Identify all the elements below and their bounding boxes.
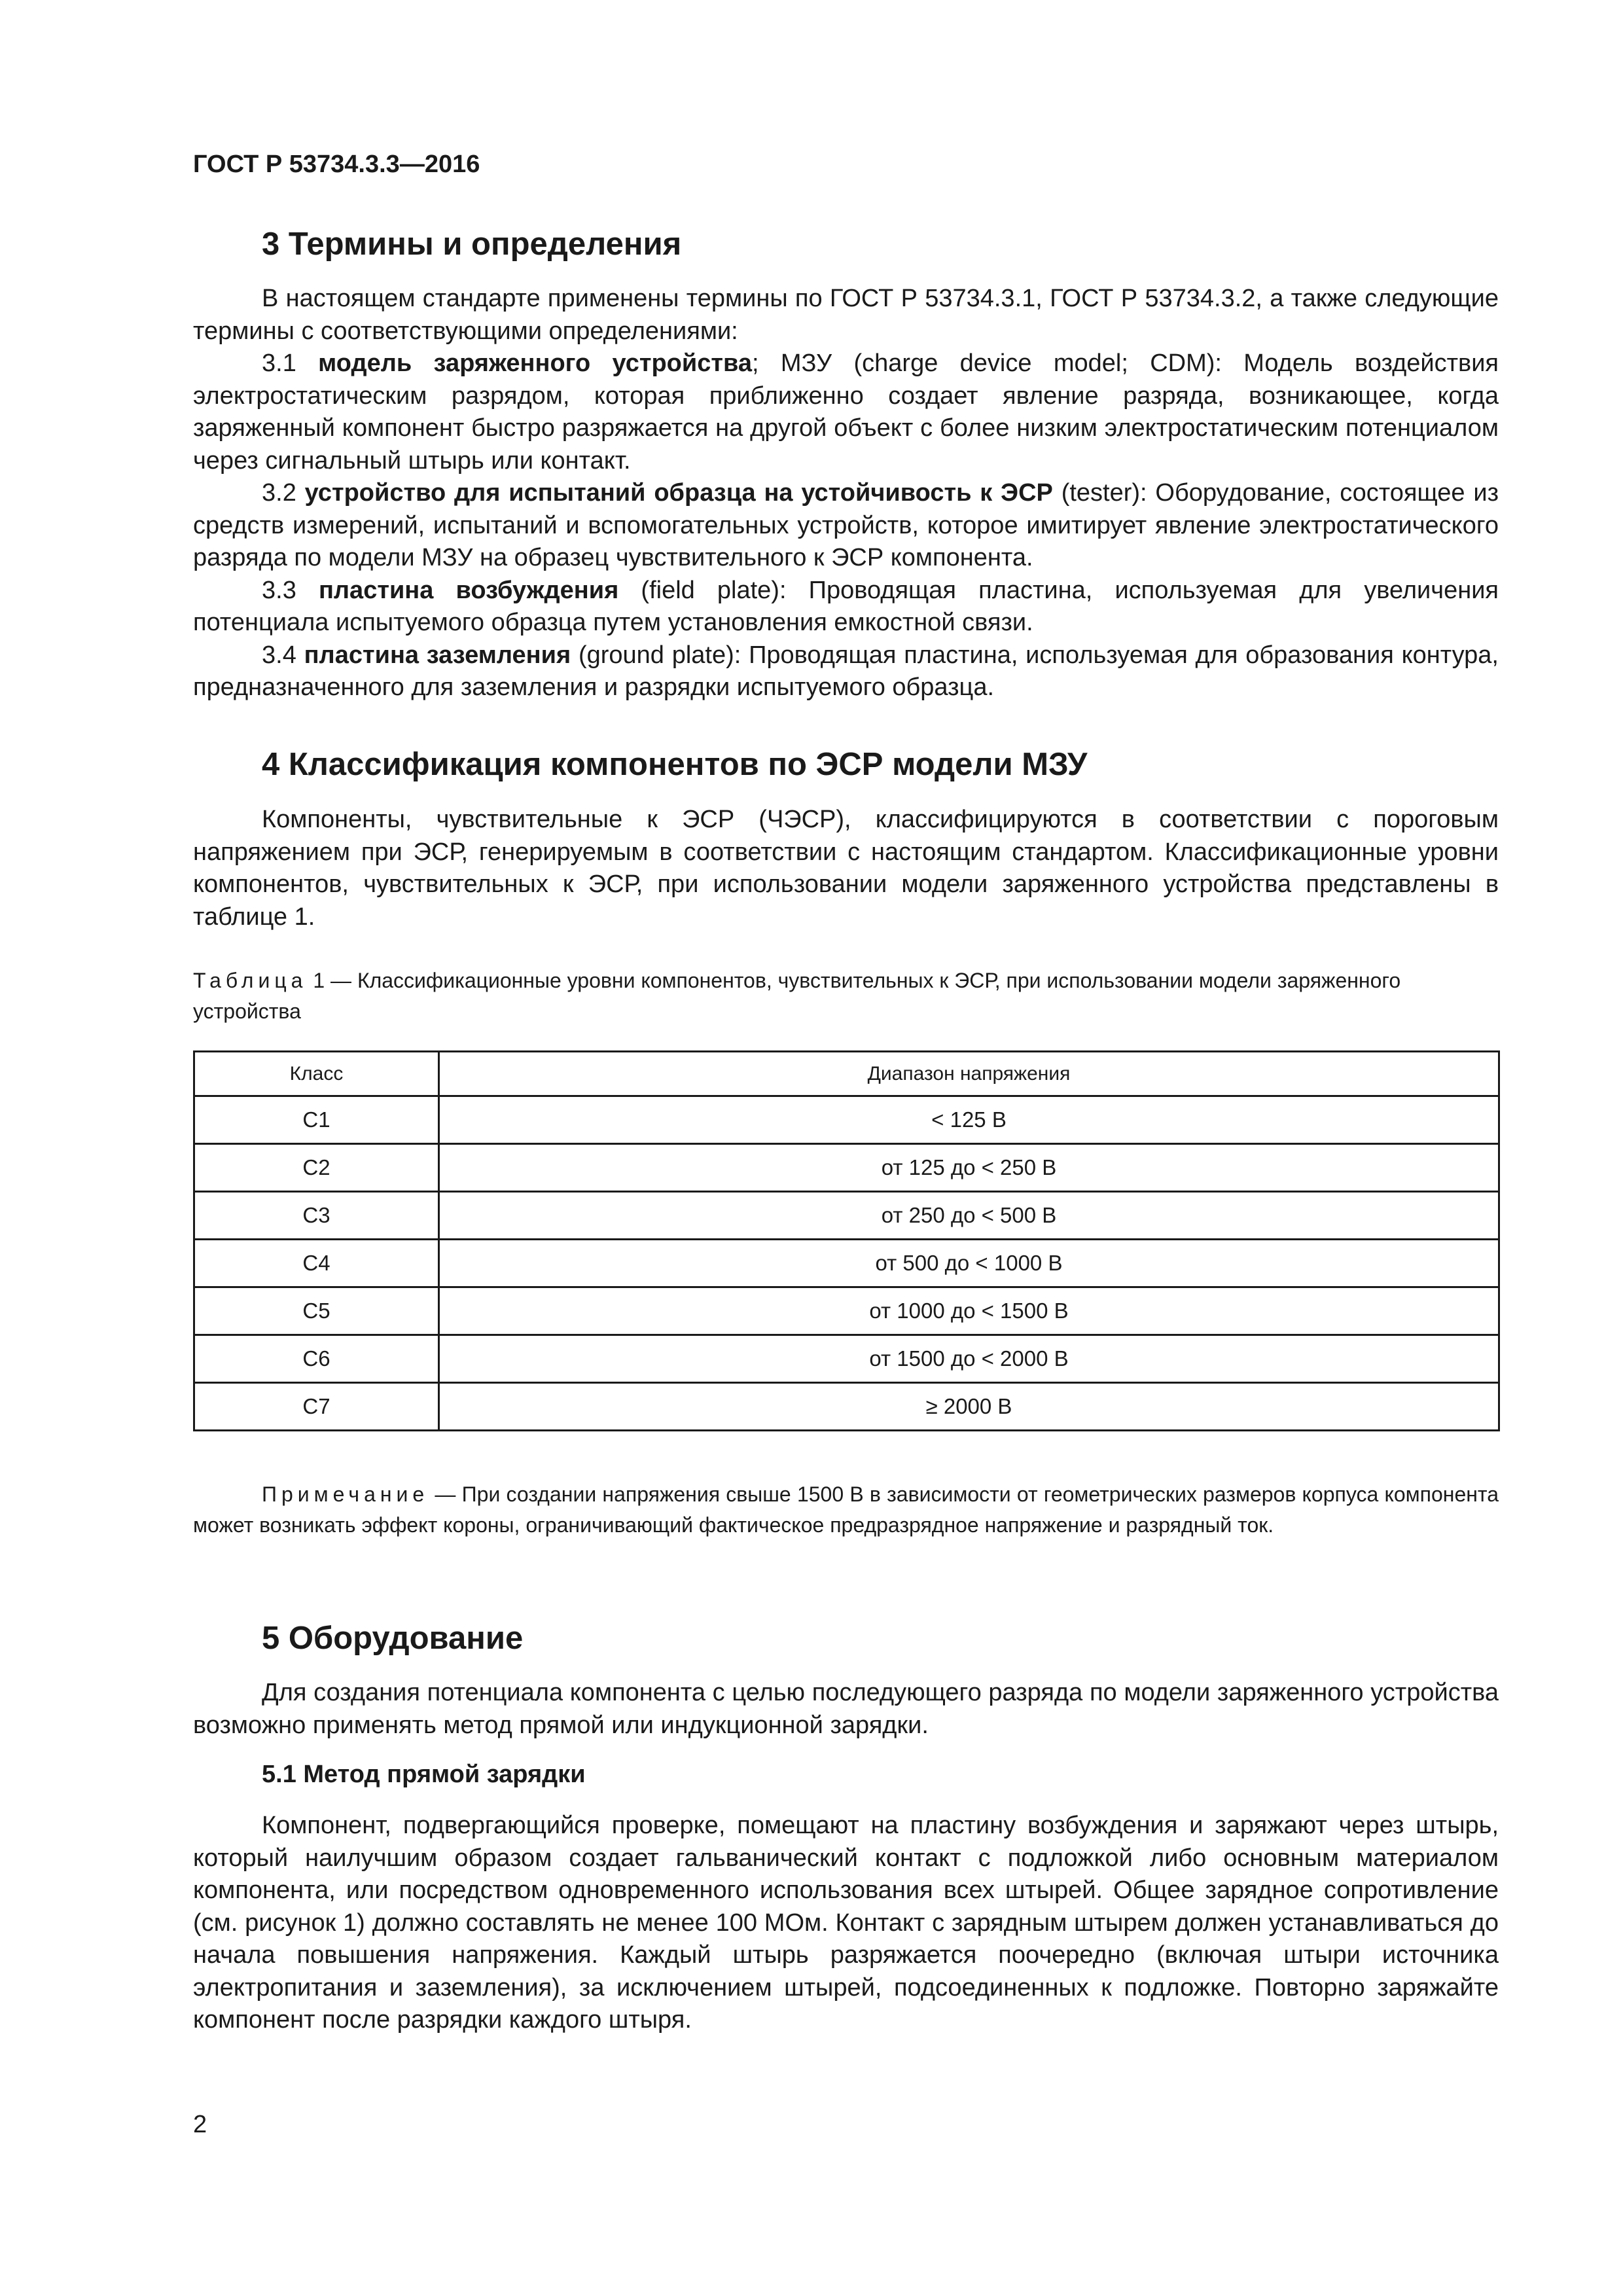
section-5-text: Для создания потенциала компонента с целью последующего разряда по модели заряженного устройства возможно применять метод прямой или индукционной зарядки. — [193, 1679, 1499, 1739]
term-3-3: 3.3 пластина возбуждения (field plate): Проводящая пластина, используемая для увеличения потенциала испытуемого образца путем установления емкостной связи. — [193, 576, 1499, 636]
table-row: C3 от 250 до < 500 В — [194, 1192, 1499, 1240]
section-3-title: 3 Термины и определения — [262, 226, 682, 262]
document-code: ГОСТ Р 53734.3.3—2016 — [193, 151, 480, 178]
term-3-2: 3.2 устройство для испытаний образца на устойчивость к ЭСР (tester): Оборудование, состоящее из средств измерений, испытаний и вспомогательных устройств, которое имитирует явление электростатического разряда по модели МЗУ на образец чувствительного к ЭСР компонента. — [193, 479, 1499, 571]
table-row: C6 от 1500 до < 2000 В — [194, 1335, 1499, 1383]
section-5-title: 5 Оборудование — [262, 1621, 524, 1656]
header-class: Класс — [194, 1052, 439, 1096]
table-header-row — [194, 1052, 1499, 1096]
table-note: Примечание — При создании напряжения свыше 1500 В в зависимости от геометрических размеров корпуса компонента может возникать эффект короны, ограничивающий фактическое предразрядное напряжение и разрядный ток. — [193, 1482, 1499, 1537]
table-row: C7 ≥ 2000 В — [194, 1383, 1499, 1431]
term-3-1: 3.1 модель заряженного устройства; МЗУ (charge device model; CDM): Модель воздействия электростатическим разрядом, которая приближенно создает явление разряда, возникающее, когда заряженный компонент быстро разряжается на другой объект с более низким электростатическим потенциалом через сигнальный штырь или контакт. — [193, 350, 1499, 475]
section-4-title: 4 Классификация компонентов по ЭСР модели МЗУ — [262, 747, 1088, 782]
term-3-4: 3.4 пластина заземления (ground plate): Проводящая пластина, используемая для образования контура, предназначенного для заземления и разрядки испытуемого образца. — [193, 641, 1499, 701]
subsection-5-1-title: 5.1 Метод прямой зарядки — [262, 1761, 586, 1788]
header-voltage-range: Диапазон напряжения — [439, 1052, 1499, 1096]
table-row: C5 от 1000 до < 1500 В — [194, 1287, 1499, 1335]
section-4-text: Компоненты, чувствительные к ЭСР (ЧЭСР), классифицируются в соответствии с пороговым напряжением при ЭСР, генерируемым в соответствии с настоящим стандартом. Классификационные уровни компонентов, чувствительных к ЭСР, при использовании модели заряженного устройства представлены в таблице 1. — [193, 806, 1499, 931]
table-row: C1 < 125 В — [194, 1096, 1499, 1144]
table-row: C4 от 500 до < 1000 В — [194, 1240, 1499, 1287]
page-number: 2 — [193, 2111, 207, 2138]
table-row: C2 от 125 до < 250 В — [194, 1144, 1499, 1192]
table-caption: Таблица 1 — Классификационные уровни компонентов, чувствительных к ЭСР, при использовании модели заряженного устройства — [193, 969, 1401, 1023]
classification-table — [193, 1050, 1500, 1431]
section-3-intro: В настоящем стандарте применены термины по ГОСТ Р 53734.3.1, ГОСТ Р 53734.3.2, а также следующие термины с соответствующими определениями: — [193, 285, 1499, 345]
subsection-5-1-text: Компонент, подвергающийся проверке, помещают на пластину возбуждения и заряжают через штырь, который наилучшим образом создает гальванический контакт с подложкой либо основным материалом компонента, или посредством одновременного использования всех штырей. Общее зарядное сопротивление (см. рисунок 1) должно составлять не менее 100 МОм. Контакт с зарядным штырем должен устанавливаться до начала повышения напряжения. Каждый штырь разряжается поочередно (включая штыри источника электропитания и заземления), за исключением штырей, подсоединенных к подложке. Повторно заряжайте компонент после разрядки каждого штыря. — [193, 1812, 1499, 2034]
section-3-body — [193, 283, 1499, 704]
